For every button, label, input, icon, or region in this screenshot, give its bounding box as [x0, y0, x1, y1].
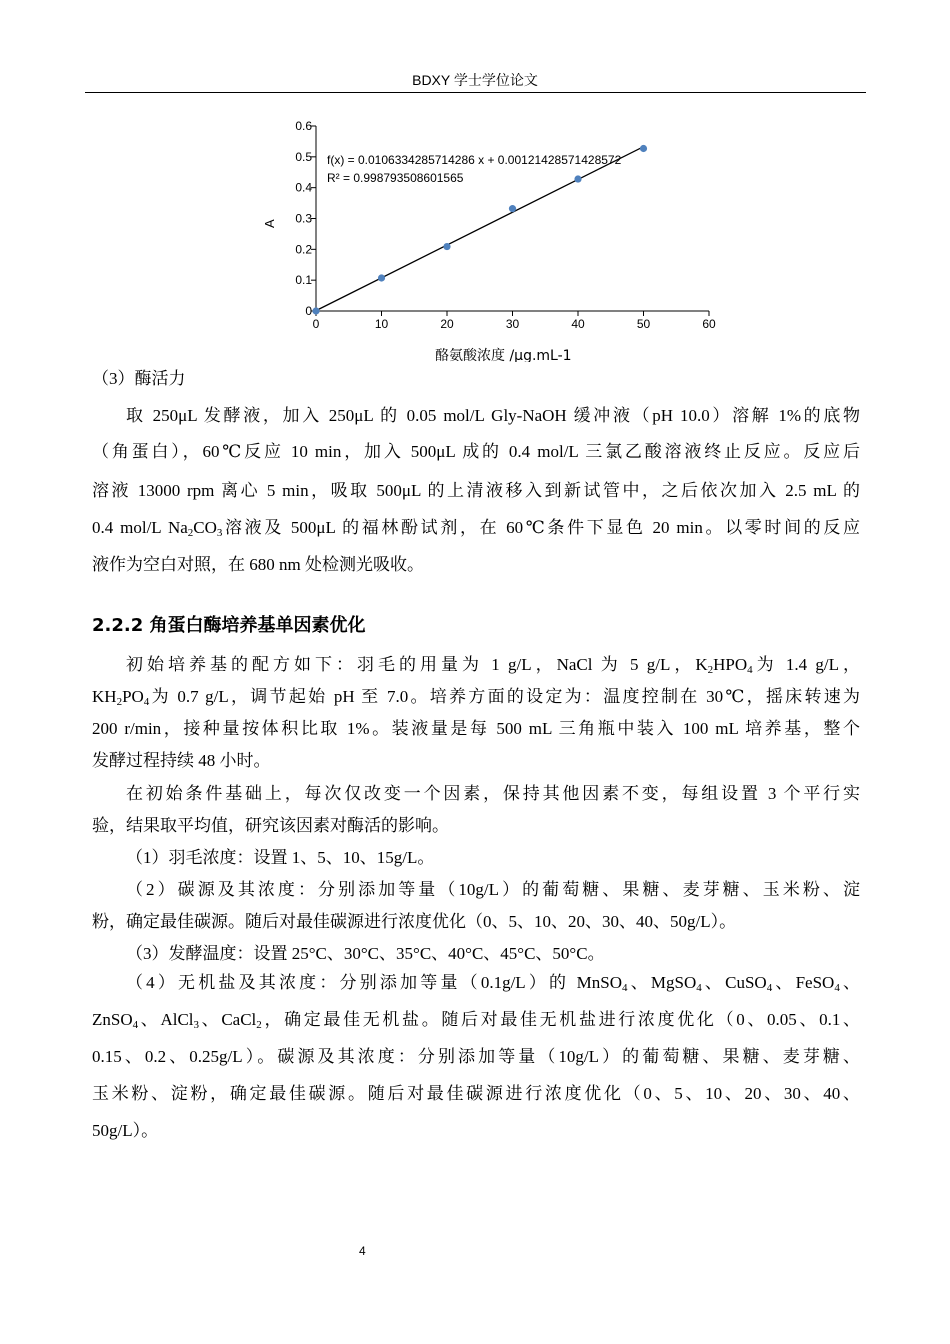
method-3-title: （3）酶活力 — [92, 369, 186, 388]
y-tick-label: 0.1 — [295, 273, 312, 288]
method-3-line-5: 液作为空白对照，在 680 nm 处检测光吸收。 — [92, 555, 424, 574]
para1-line-2: $KH_2PO_4$为 0.7 g/L，调节起始 pH 至 7.0。培养方面的设定为：温度控制在 30℃，摇床转速为 — [92, 687, 860, 708]
para2-line-2: 验，结果取平均值，研究该因素对酶活的影响。 — [92, 816, 449, 835]
x-axis-label: 酪氨酸浓度 /μg.mL-1 — [435, 348, 572, 362]
method-3-line-1: 取 250μL 发酵液，加入 250μL 的 0.05 mol/L Gly-NaOH 缓冲液（pH 10.0）溶解 1%的底物 — [126, 406, 860, 425]
y-tick-label: 0.3 — [295, 211, 312, 226]
y-axis-label: A — [262, 219, 277, 228]
y-tick-label: 0 — [305, 304, 312, 318]
y-axis-ticks — [295, 119, 316, 318]
data-point — [574, 175, 581, 182]
header-rule — [85, 92, 866, 93]
para1-line-1: 初始培养基的配方如下：羽毛的用量为 1 g/L，NaCl 为 5 g/L，$K_2HPO_4$为 1.4 g/L， — [126, 655, 860, 676]
x-tick-label: 60 — [702, 317, 716, 331]
running-header: BDXY 学士学位论文 — [412, 72, 538, 88]
method-3-line-4: 0.4 mol/L $Na_2CO_3$溶液及 500μL 的福林酚试剂，在 60℃条件下显色 20 min。以零时间的反应 — [92, 518, 860, 539]
data-point — [443, 243, 450, 250]
x-tick-label: 10 — [374, 317, 389, 331]
y-tick-label: 0.2 — [295, 242, 312, 257]
standard-curve-chart — [255, 112, 735, 362]
para2-line-1: 在初始条件基础上，每次仅改变一个因素，保持其他因素不变，每组设置 3 个平行实 — [126, 784, 860, 803]
trendline-equation: f(x) = 0.0106334285714286 x + 0.00121428571428572 — [327, 153, 622, 167]
item-2-line-2: 粉，确定最佳碳源。随后对最佳碳源进行浓度优化（0、5、10、20、30、40、50g/L）。 — [92, 912, 737, 931]
data-point — [378, 274, 385, 281]
x-tick-label: 50 — [636, 317, 651, 331]
para1-line-3: 200 r/min，接种量按体积比取 1%。装液量是每 500 mL 三角瓶中装入 100 mL 培养基，整个 — [92, 719, 860, 738]
item-1: （1）羽毛浓度：设置 1、5、10、15g/L。 — [126, 848, 435, 867]
page-number: 4 — [359, 1244, 366, 1258]
x-axis-ticks — [313, 311, 716, 331]
item-4-line-1: （4）无机盐及其浓度：分别添加等量（0.1g/L）的 MnSO$_4$、MgSO$_4$、CuSO$_4$、FeSO$_4$、 — [126, 973, 860, 994]
x-tick-label: 0 — [312, 317, 320, 331]
x-tick-label: 20 — [440, 317, 454, 331]
x-tick-label: 30 — [505, 317, 520, 331]
item-4-line-3: 0.15、0.2、0.25g/L）。碳源及其浓度：分别添加等量（10g/L）的葡萄糖、果糖、麦芽糖、 — [92, 1047, 860, 1066]
method-3-line-3: 溶液 13000 rpm 离心 5 min，吸取 500μL 的上清液移入到新试管中，之后依次加入 2.5 mL 的 — [92, 481, 860, 500]
item-4-line-4: 玉米粉、淀粉，确定最佳碳源。随后对最佳碳源进行浓度优化（0、5、10、20、30、40、 — [92, 1084, 860, 1103]
y-tick-label: 0.6 — [295, 119, 312, 133]
method-3-line-2: （角蛋白），60℃反应 10 min，加入 500μL 成的 0.4 mol/L 三氯乙酸溶液终止反应。反应后 — [92, 442, 860, 461]
r-squared-label: R² = 0.998793508601565 — [327, 171, 464, 185]
item-2-line-1: （2）碳源及其浓度：分别添加等量（10g/L）的葡萄糖、果糖、麦芽糖、玉米粉、淀 — [126, 880, 860, 899]
y-tick-label: 0.4 — [295, 180, 312, 195]
data-point — [509, 205, 516, 212]
item-4-line-5: 50g/L）。 — [92, 1121, 159, 1140]
data-point — [640, 145, 647, 152]
item-4-line-2: ZnSO$_4$、AlCl$_3$、CaCl$_2$，确定最佳无机盐。随后对最佳无机盐进行浓度优化（0、0.05、0.1、 — [92, 1010, 861, 1031]
data-point — [312, 307, 319, 314]
x-tick-label: 40 — [571, 317, 585, 331]
y-tick-label: 0.5 — [295, 149, 312, 164]
item-3: （3）发酵温度：设置 25°C、30°C、35°C、40°C、45°C、50°C。 — [126, 944, 605, 963]
section-heading: 2.2.2 角蛋白酶培养基单因素优化 — [92, 615, 366, 636]
para1-line-4: 发酵过程持续 48 小时。 — [92, 751, 271, 770]
